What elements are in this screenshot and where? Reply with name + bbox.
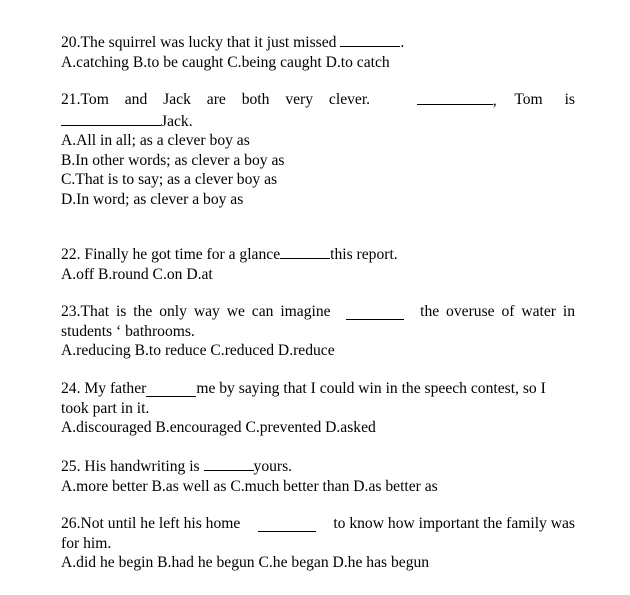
- question-stem: [61, 244, 575, 265]
- question-stem: [61, 90, 575, 111]
- answer-blank: [258, 517, 316, 532]
- stem-text: 24. My father: [61, 380, 147, 397]
- stem-text: 20.The squirrel was lucky that it just missed: [61, 34, 337, 51]
- answer-options: A.catching B.to be caught C.being caught D.to catch: [61, 53, 390, 71]
- stem-text: Jack.: [161, 112, 193, 130]
- stem-text: Tom is: [514, 91, 575, 108]
- answer-options: A.discouraged B.encouraged C.prevented D.asked: [61, 419, 376, 436]
- stem-text: this report.: [330, 246, 398, 263]
- answer-options: A.reducing B.to reduce C.reduced D.reduce: [61, 342, 335, 359]
- question-stem-line2: took part in it.: [61, 399, 150, 417]
- question-stem: [61, 379, 575, 399]
- stem-text: [417, 90, 497, 111]
- stem-text: 25. His handwriting is: [61, 458, 200, 475]
- question-stem-line2: [61, 111, 575, 132]
- answer-options: A.off B.round C.on D.at: [61, 265, 213, 283]
- question-25: [61, 456, 575, 496]
- question-23: [61, 302, 575, 361]
- answer-blank: [61, 111, 161, 126]
- answer-options: A.did he begin B.had he begun C.he began D.he has begun: [61, 554, 430, 571]
- question-stem-line2: for him.: [61, 534, 112, 552]
- answer-options: A.more better B.as well as C.much better than D.as better as: [61, 477, 438, 495]
- stem-text: the overuse of water in: [420, 303, 575, 320]
- answer-blank: [204, 456, 254, 471]
- stem-text: .: [400, 34, 405, 51]
- answer-option: B.In other words; as clever a boy as: [61, 151, 285, 169]
- stem-text: 21.Tom and Jack are both very clever.: [61, 91, 371, 108]
- stem-text: 22. Finally he got time for a glance: [61, 246, 281, 263]
- answer-option: D.In word; as clever a boy as: [61, 190, 244, 208]
- stem-text: yours.: [253, 458, 293, 475]
- question-22: [61, 244, 575, 284]
- answer-option: C.That is to say; as a clever boy as: [61, 171, 278, 188]
- answer-blank: [346, 305, 404, 320]
- answer-blank: [146, 382, 196, 397]
- stem-text: 23.That is the only way we can imagine: [61, 303, 331, 320]
- question-20: [61, 32, 575, 72]
- stem-text: [61, 90, 399, 111]
- question-26: [61, 514, 575, 573]
- stem-text: ,: [492, 92, 497, 109]
- answer-blank: [417, 90, 493, 105]
- question-21: [61, 90, 575, 209]
- answer-blank: [340, 32, 400, 47]
- question-stem: [61, 302, 575, 322]
- question-stem: [61, 456, 575, 477]
- question-stem: [61, 32, 575, 53]
- question-24: [61, 379, 575, 438]
- stem-text: me by saying that I could win in the speech contest, so I: [196, 380, 546, 397]
- stem-text: to know how important the family was: [333, 515, 575, 532]
- question-stem: [61, 514, 575, 534]
- stem-text: 26.Not until he left his home: [61, 515, 241, 532]
- question-stem-line2: students ‘ bathrooms.: [61, 322, 195, 340]
- answer-blank: [280, 244, 330, 259]
- answer-option: A.All in all; as a clever boy as: [61, 132, 250, 149]
